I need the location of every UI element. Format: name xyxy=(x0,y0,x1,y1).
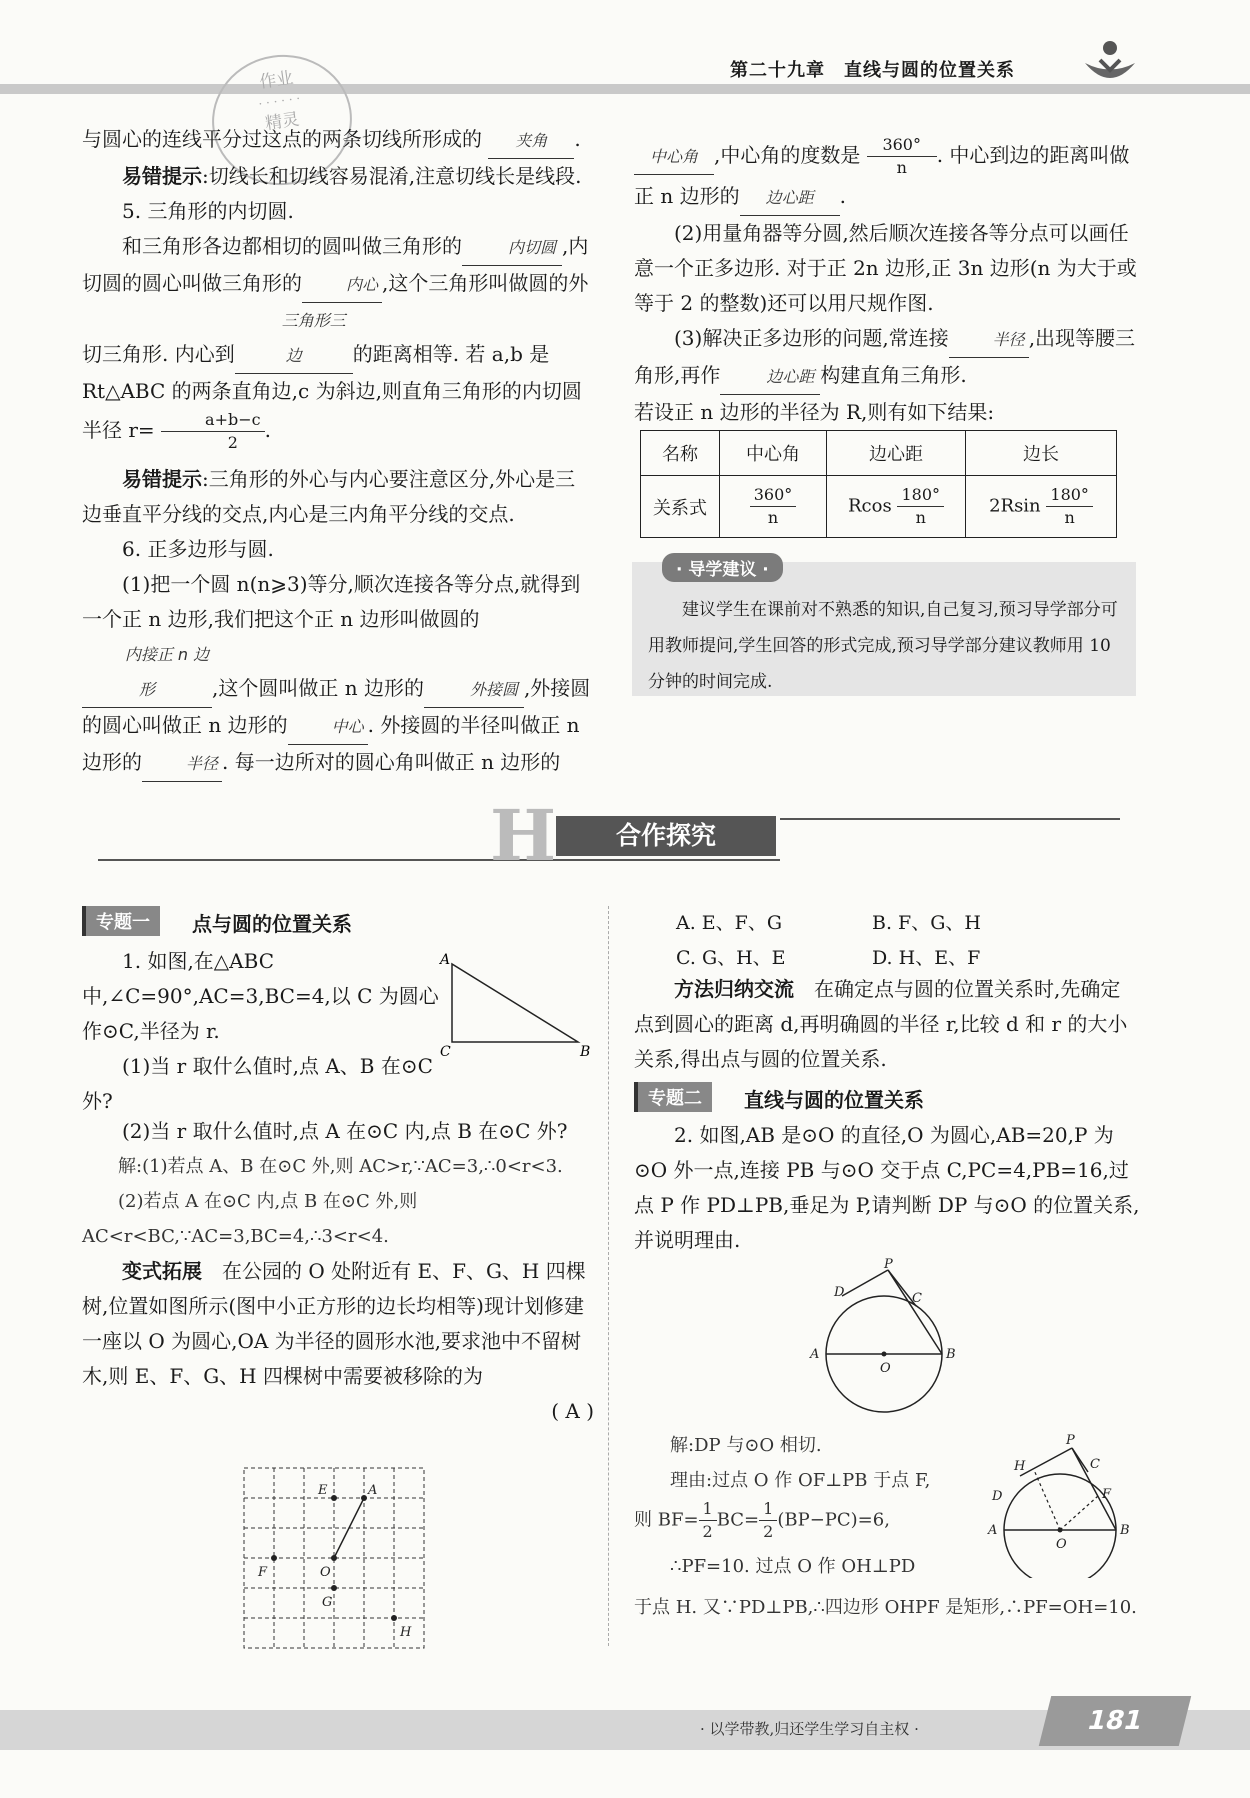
fraction-360: $\frac{360^\circ}{n}$ xyxy=(867,134,937,179)
tip1-label: 易错提示 xyxy=(122,164,202,188)
fig2-label-P: P xyxy=(1066,1433,1075,1448)
chapter-title: 第二十九章 直线与圆的位置关系 xyxy=(730,60,1015,81)
fill-zhongxin: 中心 xyxy=(288,709,368,745)
fig1-label-D: D xyxy=(834,1285,845,1300)
polygon-relation-table xyxy=(640,430,1117,538)
tip1-text: :切线长和切线容易混淆,注意切线长是线段. xyxy=(202,164,582,188)
fig2-label-C: C xyxy=(1090,1457,1100,1472)
section-letter: H xyxy=(490,794,557,877)
fig2-label-A: A xyxy=(988,1523,998,1538)
q2-text: 2. 如图,AB 是⊙O 的直径,O 为圆心,AB=20,P 为⊙O 外一点,连接 PB 与⊙O 交于点 C,PC=4,PB=16,过点 P 作 PD⊥PB,垂足为 P,请判断 DP 与⊙O 的位置关系,并说明理由. xyxy=(634,1123,1140,1252)
label-C: C xyxy=(440,1044,451,1060)
th-side: 边长 xyxy=(966,431,1117,476)
fig1-label-B: B xyxy=(946,1347,956,1362)
grid-label-F: F xyxy=(258,1565,268,1580)
fill-banjing: 半径 xyxy=(142,746,222,782)
fill-waijieyuan: 外接圆 xyxy=(424,672,524,708)
homework-stamp: 作业 · · · · · · 精灵 xyxy=(204,46,361,194)
grid-label-O: O xyxy=(320,1565,331,1580)
th-name: 名称 xyxy=(641,431,720,476)
stamp-line1: 作业 xyxy=(258,68,295,93)
page-number: 181 xyxy=(1039,1696,1191,1746)
heading-5: 5. 三角形的内切圆. xyxy=(122,199,294,223)
label-A: A xyxy=(440,952,451,968)
section-line-left xyxy=(98,859,780,861)
topic1-title: 点与圆的位置关系 xyxy=(192,912,352,936)
fill-bianxinju: 边心距 xyxy=(740,180,840,216)
section-title: 合作探究 xyxy=(556,816,776,856)
column-divider xyxy=(608,906,609,1646)
text-p1: 与圆心的连线平分过这点的两条切线所形成的 xyxy=(82,127,482,151)
sol-line4: ∴PF=10. 过点 O 作 OH⊥PD xyxy=(670,1556,916,1577)
topic1-question xyxy=(82,944,442,1119)
q1-part1: (1)当 r 取什么值时,点 A、B 在⊙C 外? xyxy=(82,1054,433,1113)
fig1-label-P: P xyxy=(884,1257,893,1272)
topic1-body xyxy=(82,1114,594,1429)
left-column: 与圆心的连线平分过这点的两条切线所形成的 夹角 . 易错提示:切线长和切线容易混淆,注意切线长是线段. 5. 三角形的内切圆. 和三角形各边都相切的圆叫做三角形的 内切圆 ,内切圆的圆心叫做三角形的 内心 ,这个三角形叫做圆的外切三角形. 内心到三角形三边 的距离相等. 若 a,b 是 Rt△ABC 的两条直角边,c 为斜边,则直角三角形的内切圆半径 r= $\frac{a+b-c}{2}$ . 易错提示:三角形的外心与内心要注意区分,外心是三边垂直平分线的交点,内心是三内角平分线的交点. 6. 正多边形与圆. (1)把一个圆 n(n⩾3)等分,顺次连接各等分点,就得到一个正 n 边形,我们把这个正 n 边形叫做圆的内接正 n 边形 ,这个圆叫做正 n 边形的 外接圆 ,外接圆的圆心叫做正 n 边形的 中心 . 外接圆的半径叫做正 n 边形的 半径 . 每一边所对的圆心角叫做正 n 边形的 xyxy=(82,122,594,782)
topic1-tag: 专题一 xyxy=(82,906,160,936)
tree-grid-figure xyxy=(240,1464,430,1654)
cell-apothem: Rcos $\frac{180^\circ}{n}$ xyxy=(827,476,966,538)
topic2-solution: 解:DP 与⊙O 相切. 理由:过点 O 作 OF⊥PB 于点 F, 则 BF= $\frac{1}{2}$ BC= $\frac{1}{2}$ (BP−PC)=6, ∴PF=10. 过点 O 作 OH⊥PD xyxy=(634,1428,984,1584)
topic2-tag: 专题二 xyxy=(634,1082,712,1112)
fig2-label-H: H xyxy=(1014,1459,1026,1474)
tip2-text: :三角形的外心与内心要注意区分,外心是三边垂直平分线的交点,内心是三内角平分线的交点. xyxy=(82,467,576,526)
fill-neijie: 内接正 n 边形 xyxy=(82,637,212,708)
th-apothem: 边心距 xyxy=(827,431,966,476)
answer1-1: 解:(1)若点 A、B 在⊙C 外,则 AC>r,∵AC=3,∴0<r<3. xyxy=(118,1156,563,1177)
topic2-question xyxy=(634,1118,1140,1258)
text-p4: 若设正 n 边形的半径为 R,则有如下结果: xyxy=(634,400,995,424)
fig2-label-O: O xyxy=(1056,1537,1067,1552)
row-label: 关系式 xyxy=(641,476,720,538)
right-column: 中心角 ,中心角的度数是 $\frac{360^\circ}{n}$ . 中心到边的距离叫做正 n 边形的 边心距 . (2)用量角器等分圆,然后顺次连接各等分点可以画任意一个正多边形. 对于正 2n 边形,正 3n 边形(n 为大于或等于 2 的整数)还可以用尺规作图. (3)解决正多边形的问题,常连接 半径 ,出现等腰三角形,再作 边心距 构建直角三角形. 若设正 n 边形的半径为 R,则有如下结果: xyxy=(634,134,1140,430)
method-label: 方法归纳交流 xyxy=(674,977,794,1001)
guide-tag: · 导学建议 · xyxy=(662,553,783,582)
choice-c: C. G、H、E xyxy=(676,947,786,969)
fill-neixin: 内心 xyxy=(302,267,382,303)
text-p2: (2)用量角器等分圆,然后顺次连接各等分点可以画任意一个正多边形. 对于正 2n 边形,正 3n 边形(n 为大于或等于 2 的整数)还可以用尺规作图. xyxy=(634,221,1137,315)
choices xyxy=(676,906,981,976)
grid-label-E: E xyxy=(318,1483,328,1498)
circle-figure-1 xyxy=(800,1256,970,1426)
choice-a: A. E、F、G xyxy=(676,912,783,934)
sol-line5: 于点 H. 又∵PD⊥PB,∴四边形 OHPF 是矩形,∴PF=OH=10. xyxy=(634,1597,1137,1618)
header-band xyxy=(0,84,1250,94)
grid-label-A: A xyxy=(368,1483,378,1498)
sol-line2: 理由:过点 O 作 OF⊥PB 于点 F, xyxy=(670,1470,931,1491)
topic2-title: 直线与圆的位置关系 xyxy=(744,1088,924,1112)
heading-6: 6. 正多边形与圆. xyxy=(122,537,274,561)
triangle-abc-figure xyxy=(438,950,598,1060)
fig1-label-A: A xyxy=(810,1347,820,1362)
fill-neiqieyuan: 内切圆 xyxy=(462,230,562,266)
method-text: 在确定点与圆的位置关系时,先确定点到圆心的距离 d,再明确圆的半径 r,比较 d 和 r 的大小关系,得出点与圆的位置关系. xyxy=(634,977,1128,1071)
fill-jiajiao: 夹角 xyxy=(488,123,574,159)
choice-d: D. H、E、F xyxy=(872,947,981,969)
answer1-2: (2)若点 A 在⊙C 内,点 B 在⊙C 外,则 AC<r<BC,∵AC=3,BC=4,∴3<r<4. xyxy=(82,1191,418,1247)
reading-person-logo-icon xyxy=(1080,38,1140,93)
fig2-label-F: F xyxy=(1102,1487,1112,1502)
section-line-right xyxy=(780,818,1120,820)
fraction-r: $\frac{a+b-c}{2}$ xyxy=(161,409,265,454)
label-B: B xyxy=(580,1044,591,1060)
guide-text: 建议学生在课前对不熟悉的知识,自己复习,预习导学部分可用教师提问,学生回答的形式完成,预习导学部分建议教师用 10 分钟的时间完成. xyxy=(648,600,1118,692)
fig1-label-O: O xyxy=(880,1361,891,1376)
fill-banjing2: 半径 xyxy=(949,322,1029,358)
cell-side: 2Rsin $\frac{180^\circ}{n}$ xyxy=(966,476,1117,538)
fig2-label-D: D xyxy=(992,1489,1003,1504)
fig1-label-C: C xyxy=(912,1291,922,1306)
circle-figure-2 xyxy=(986,1428,1146,1578)
method-summary xyxy=(634,972,1140,1077)
ext-answer: ( A ) xyxy=(551,1399,594,1423)
tip2-label: 易错提示 xyxy=(122,467,202,491)
fill-zhongxinjiao: 中心角 xyxy=(634,139,714,175)
stamp-line2: 精灵 xyxy=(264,109,301,135)
footer-slogan: · 以学带教,归还学生学习自主权 · xyxy=(700,1720,919,1738)
fill-bianxinju2: 边心距 xyxy=(720,359,820,395)
grid-label-H: H xyxy=(400,1625,412,1640)
ext-text: 在公园的 O 处附近有 E、F、G、H 四棵树,位置如图所示(图中小正方形的边长均相等)现计划修建一座以 O 为圆心,OA 为半径的圆形水池,要求池中不留树木,则 E、F、G、H 四棵树中需要被移除的为 xyxy=(82,1259,586,1388)
q1-text: 1. 如图,在△ABC 中,∠C=90°,AC=3,BC=4,以 C 为圆心作⊙C,半径为 r. xyxy=(82,949,439,1043)
grid-label-G: G xyxy=(322,1595,333,1610)
sol-line1: 解:DP 与⊙O 相切. xyxy=(670,1435,822,1456)
cell-central-angle: $\frac{360^\circ}{n}$ xyxy=(720,476,827,538)
ext-label: 变式拓展 xyxy=(122,1259,202,1283)
choice-b: B. F、G、H xyxy=(872,912,981,934)
q1-part2: (2)当 r 取什么值时,点 A 在⊙C 内,点 B 在⊙C 外? xyxy=(122,1119,568,1143)
th-central-angle: 中心角 xyxy=(720,431,827,476)
fig2-label-B: B xyxy=(1120,1523,1130,1538)
fill-sanbian: 三角形三边 xyxy=(235,303,353,374)
